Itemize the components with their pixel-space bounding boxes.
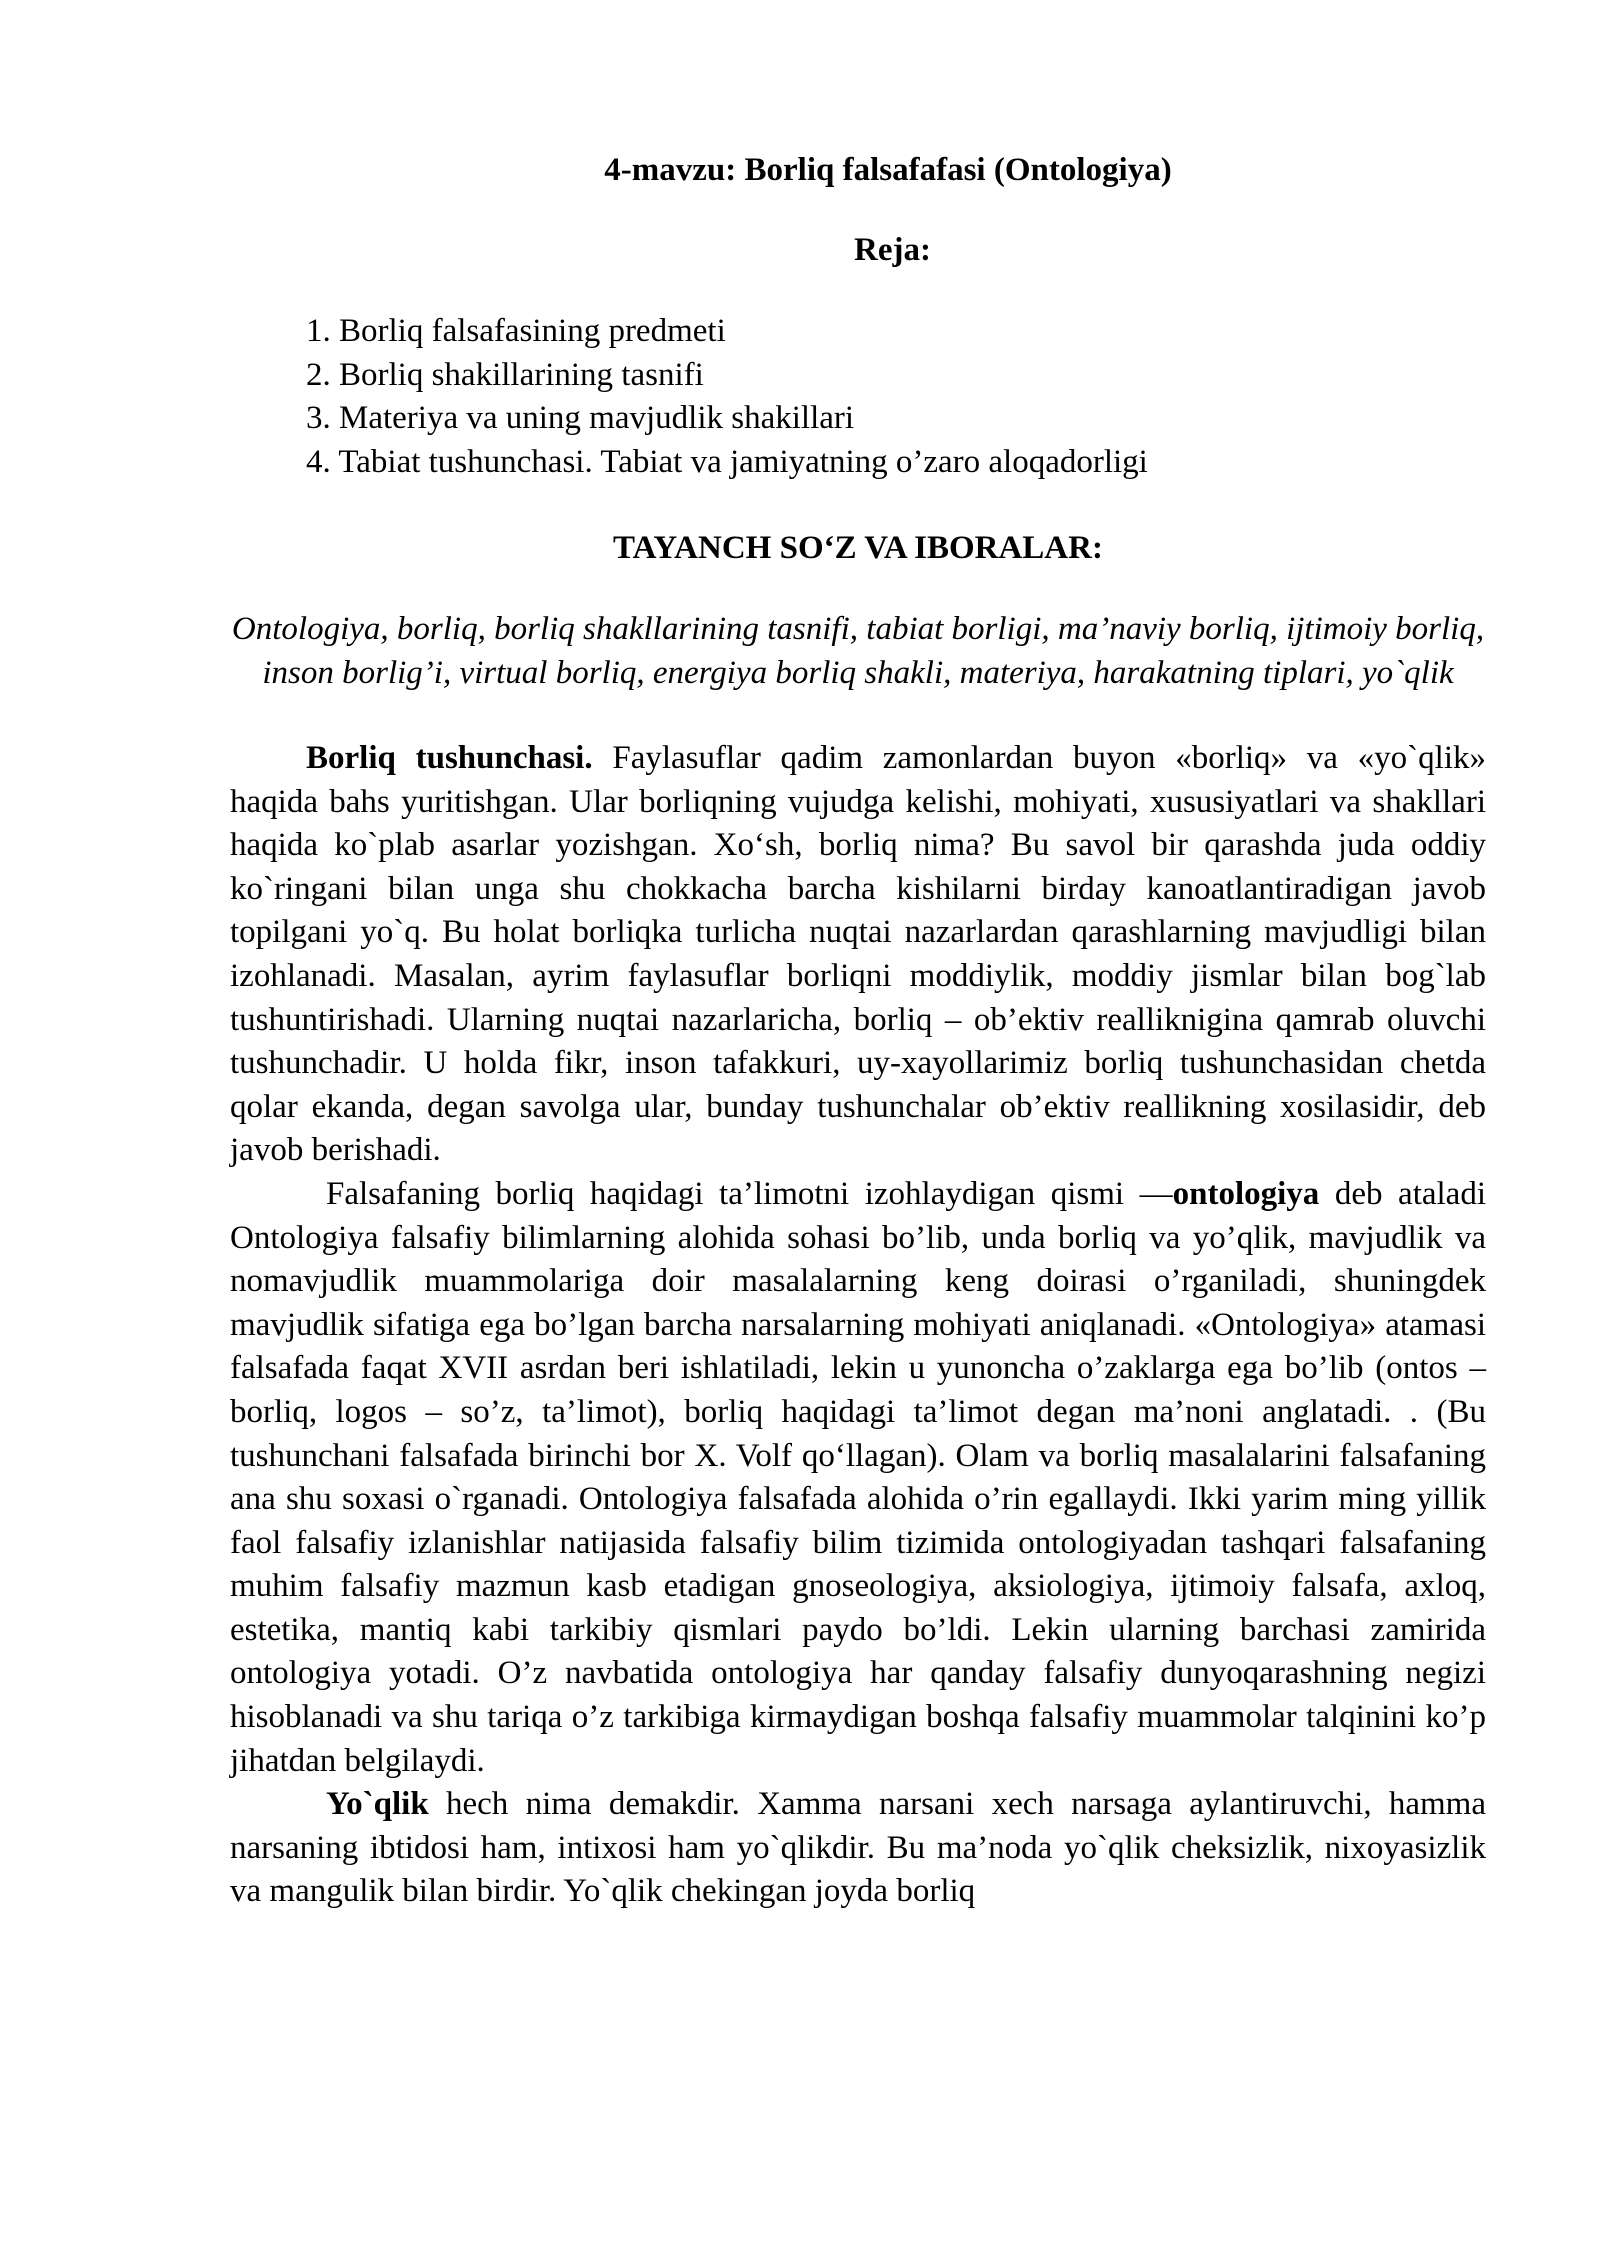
plan-heading: Reja:: [854, 232, 931, 268]
plan-item: 2. Borliq shakillarining tasnifi: [306, 356, 704, 393]
paragraph-yoqlik: [230, 1783, 1486, 1914]
paragraph-borliq: [230, 737, 1486, 1173]
paragraph-ontologiya: [230, 1173, 1486, 1783]
plan-item: 4. Tabiat tushunchasi. Tabiat va jamiyatning o’zaro aloqadorligi: [306, 443, 1148, 480]
paragraph-text: hech nima demakdir. Xamma narsani xech narsaga aylantiruvchi, hamma narsaning ibtidosi ham, intixosi ham yo`qlikdir. Bu ma’noda yo`qlik cheksizlik, nixoyasizlik va mangulik bilan birdir. Yo`qlik chekingan joyda borliq: [230, 1786, 1486, 1910]
paragraph-lead: Borliq tushunchasi.: [306, 740, 593, 776]
body-text: [230, 737, 1486, 1914]
paragraph-text: Falsafaning borliq haqidagi ta’limotni izohlaydigan qismi —: [326, 1175, 1173, 1212]
plan-list: [230, 310, 1486, 484]
paragraph-text: Faylasuflar qadim zamonlardan buyon «borliq» va «yo`qlik» haqida bahs yuritishgan. Ular borliqning vujudga kelishi, mohiyati, xususiyatlari va shakllari haqida ko`plab asarlar yozishgan. Xo‘sh, borliq nima? Bu savol bir qarashda juda oddiy ko`ringani bilan unga shu chokkacha barcha kishilarni birday kanoatlantiradigan javob topilgani yo`q. Bu holat borliqka turlicha nuqtai nazarlardan qarashlarning mavjudligi bilan izohlanadi. Masalan, ayrim faylasuflar borliqni moddiylik, moddiy jismlar bilan bog`lab tushuntirishadi. Ularning nuqtai nazarlaricha, borliq – ob’ektiv reallikniginа qamrab oluvchi tushunchadir. U holda fikr, inson tafakkuri, uy-xayollarimiz borliq tushunchasidan chetda qolar ekanda, degan savolga ular, bunday tushunchalar ob’ektiv reallikning xosilasidir, deb javob berishadi.: [230, 740, 1486, 1169]
document-page: [230, 148, 1486, 1914]
paragraph-text: deb ataladi Ontologiya falsafiy bilimlarning alohida sohasi bo’lib, unda borliq va yo’qlik, mavjudlik va nomavjudlik muammolariga doir masalalarning keng doirasi o’rganiladi, shuningdek mavjudlik sifatiga ega bo’lgan barcha narsalarning mohiyati aniqlanadi. «Ontologiya» atamasi falsafada faqat XVII asrdan beri ishlatiladi, lekin u yunoncha o’zaklarga ega bo’lib (ontos – borliq, logos – so’z, ta’limot), borliq haqidagi ta’limot degan ma’noni anglatadi. . (Bu tushunchani falsafada birinchi bor X. Volf qo‘llagan). Olam va borliq masalalarini falsafaning ana shu soxasi o`rganadi. Ontologiya falsafada alohida o’rin egallaydi. Ikki yarim ming yillik faol falsafiy izlanishlar natijasida falsafiy bilim tizimida ontologiyadan tashqari falsafaning muhim falsafiy mazmun kasb etadigan gnoseologiya, aksiologiya, ijtimoiy falsafa, axloq, estetika, mantiq kabi tarkibiy qismlari paydo bo’ldi. Lekin ularning barchasi zamirida ontologiya yotadi. O’z navbatida ontologiya har qanday falsafiy dunyoqarashning negizi hisoblanadi va shu tariqa o’z tarkibiga kirmaydigan boshqa falsafiy muammolar talqinini ko’p jihatdan belgilaydi.: [230, 1175, 1486, 1779]
plan-item: 1. Borliq falsafasining predmeti: [306, 313, 726, 349]
keywords-text: Ontologiya, borliq, borliq shakllarining tasnifi, tabiat borligi, ma’naviy borliq, ijtimoiy borliq, inson borlig’i, virtual borliq, energiya borliq shakli, materiya, harakatning tiplari, yo`qlik: [231, 611, 1485, 691]
plan-item: 3. Materiya va uning mavjudlik shakillari: [306, 400, 855, 436]
page-title: 4-mavzu: Borliq falsafafasi (Ontologiya): [604, 152, 1172, 188]
paragraph-lead: Yo`qlik: [326, 1786, 429, 1823]
term-ontologiya: ontologiya: [1172, 1175, 1320, 1212]
keywords-heading: TAYANCH SO‘Z VA IBORALAR:: [613, 530, 1103, 566]
